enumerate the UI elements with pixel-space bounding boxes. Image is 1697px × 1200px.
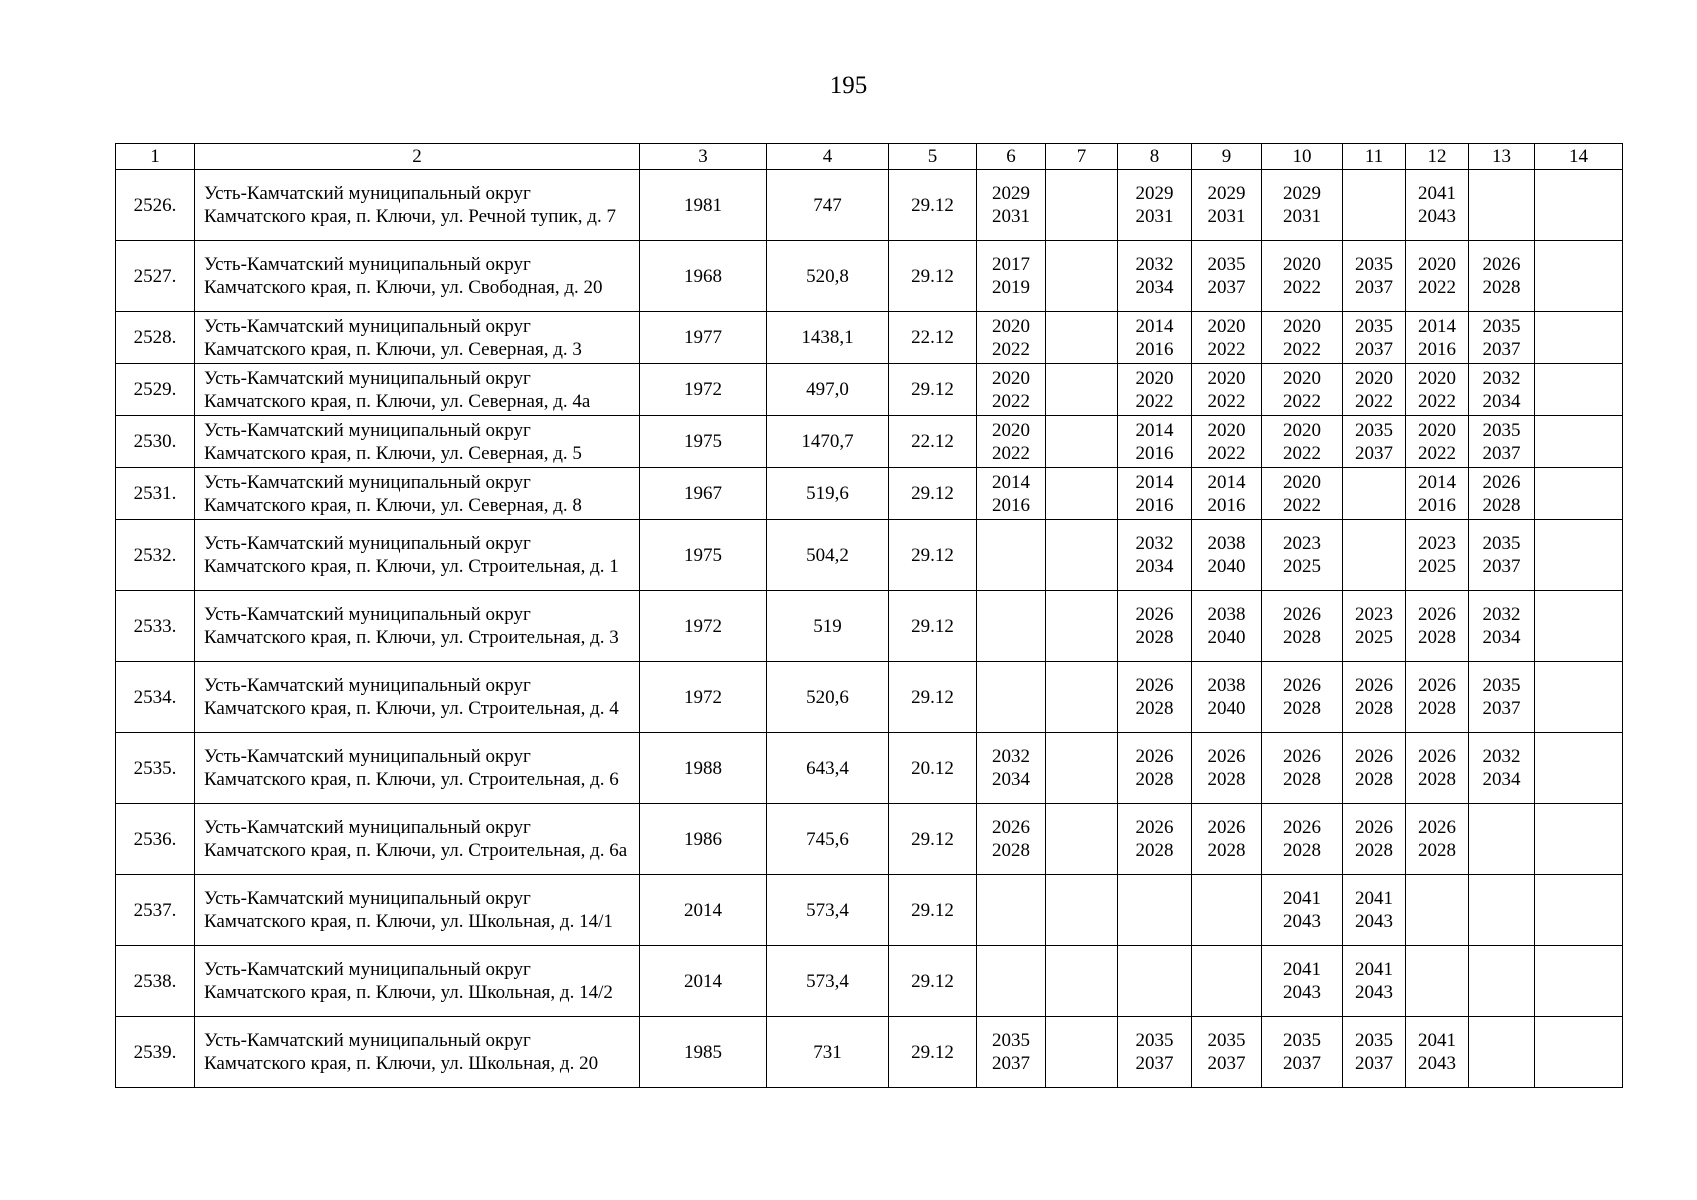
- column-8-cell: [1118, 946, 1192, 1017]
- column-10-cell: 2029 2031: [1262, 170, 1343, 241]
- column-10-cell: 2020 2022: [1262, 241, 1343, 312]
- table-row: [116, 733, 1623, 804]
- column-12-cell: 2026 2028: [1406, 591, 1469, 662]
- column-5-cell: 29.12: [889, 875, 977, 946]
- column-header: 10: [1262, 144, 1343, 170]
- area-cell: 731: [767, 1017, 889, 1088]
- column-14-cell: [1535, 312, 1623, 364]
- column-6-cell: 2017 2019: [977, 241, 1046, 312]
- column-7-cell: [1046, 1017, 1118, 1088]
- column-13-cell: 2032 2034: [1469, 364, 1535, 416]
- table-row: [116, 1017, 1623, 1088]
- column-12-cell: 2020 2022: [1406, 241, 1469, 312]
- row-number: 2532.: [116, 520, 195, 591]
- column-8-cell: 2014 2016: [1118, 416, 1192, 468]
- table-row: [116, 875, 1623, 946]
- column-12-cell: 2041 2043: [1406, 1017, 1469, 1088]
- table-row: [116, 946, 1623, 1017]
- column-12-cell: 2020 2022: [1406, 364, 1469, 416]
- column-13-cell: [1469, 170, 1535, 241]
- area-cell: 497,0: [767, 364, 889, 416]
- table-row: [116, 170, 1623, 241]
- column-10-cell: 2041 2043: [1262, 946, 1343, 1017]
- column-6-cell: 2020 2022: [977, 416, 1046, 468]
- column-11-cell: [1343, 170, 1406, 241]
- row-number: 2537.: [116, 875, 195, 946]
- column-14-cell: [1535, 946, 1623, 1017]
- column-10-cell: 2026 2028: [1262, 733, 1343, 804]
- column-11-cell: 2035 2037: [1343, 1017, 1406, 1088]
- column-11-cell: [1343, 520, 1406, 591]
- column-8-cell: 2026 2028: [1118, 662, 1192, 733]
- column-header: 9: [1192, 144, 1262, 170]
- column-13-cell: 2026 2028: [1469, 468, 1535, 520]
- column-6-cell: [977, 520, 1046, 591]
- column-header: 1: [116, 144, 195, 170]
- area-cell: 519: [767, 591, 889, 662]
- column-10-cell: 2020 2022: [1262, 468, 1343, 520]
- column-13-cell: 2035 2037: [1469, 416, 1535, 468]
- column-10-cell: 2020 2022: [1262, 312, 1343, 364]
- table-body: [116, 170, 1623, 1088]
- column-14-cell: [1535, 241, 1623, 312]
- column-6-cell: 2014 2016: [977, 468, 1046, 520]
- row-number: 2535.: [116, 733, 195, 804]
- year-built-cell: 1975: [640, 520, 767, 591]
- column-9-cell: 2020 2022: [1192, 312, 1262, 364]
- column-header: 13: [1469, 144, 1535, 170]
- column-9-cell: 2026 2028: [1192, 733, 1262, 804]
- row-number: 2527.: [116, 241, 195, 312]
- column-header: 7: [1046, 144, 1118, 170]
- column-5-cell: 29.12: [889, 364, 977, 416]
- column-5-cell: 29.12: [889, 468, 977, 520]
- column-8-cell: 2014 2016: [1118, 468, 1192, 520]
- column-5-cell: 29.12: [889, 1017, 977, 1088]
- column-7-cell: [1046, 170, 1118, 241]
- column-10-cell: 2020 2022: [1262, 416, 1343, 468]
- column-7-cell: [1046, 468, 1118, 520]
- year-built-cell: 2014: [640, 946, 767, 1017]
- column-6-cell: [977, 591, 1046, 662]
- year-built-cell: 1988: [640, 733, 767, 804]
- area-cell: 573,4: [767, 875, 889, 946]
- column-10-cell: 2026 2028: [1262, 591, 1343, 662]
- address-cell: Усть-Камчатский муниципальный округ Камчатского края, п. Ключи, ул. Северная, д. 5: [195, 416, 640, 468]
- column-9-cell: 2026 2028: [1192, 804, 1262, 875]
- row-number: 2536.: [116, 804, 195, 875]
- column-6-cell: 2032 2034: [977, 733, 1046, 804]
- column-5-cell: 29.12: [889, 804, 977, 875]
- row-number: 2529.: [116, 364, 195, 416]
- column-8-cell: 2026 2028: [1118, 804, 1192, 875]
- area-cell: 1438,1: [767, 312, 889, 364]
- column-7-cell: [1046, 520, 1118, 591]
- column-13-cell: 2026 2028: [1469, 241, 1535, 312]
- area-cell: 745,6: [767, 804, 889, 875]
- column-11-cell: 2041 2043: [1343, 946, 1406, 1017]
- table-row: [116, 662, 1623, 733]
- row-number: 2528.: [116, 312, 195, 364]
- column-7-cell: [1046, 662, 1118, 733]
- column-6-cell: [977, 662, 1046, 733]
- area-cell: 747: [767, 170, 889, 241]
- address-cell: Усть-Камчатский муниципальный округ Камчатского края, п. Ключи, ул. Северная, д. 3: [195, 312, 640, 364]
- column-14-cell: [1535, 875, 1623, 946]
- column-12-cell: 2014 2016: [1406, 468, 1469, 520]
- column-11-cell: 2035 2037: [1343, 312, 1406, 364]
- address-cell: Усть-Камчатский муниципальный округ Камчатского края, п. Ключи, ул. Строительная, д. 6а: [195, 804, 640, 875]
- row-number: 2533.: [116, 591, 195, 662]
- row-number: 2534.: [116, 662, 195, 733]
- column-header: 6: [977, 144, 1046, 170]
- table-row: [116, 416, 1623, 468]
- column-7-cell: [1046, 416, 1118, 468]
- column-13-cell: 2032 2034: [1469, 733, 1535, 804]
- column-12-cell: 2020 2022: [1406, 416, 1469, 468]
- table-row: [116, 364, 1623, 416]
- year-built-cell: 1986: [640, 804, 767, 875]
- column-5-cell: 29.12: [889, 520, 977, 591]
- row-number: 2531.: [116, 468, 195, 520]
- area-cell: 1470,7: [767, 416, 889, 468]
- year-built-cell: 1972: [640, 591, 767, 662]
- column-5-cell: 29.12: [889, 591, 977, 662]
- year-built-cell: 1967: [640, 468, 767, 520]
- column-6-cell: 2029 2031: [977, 170, 1046, 241]
- column-11-cell: [1343, 468, 1406, 520]
- column-11-cell: 2020 2022: [1343, 364, 1406, 416]
- column-10-cell: 2020 2022: [1262, 364, 1343, 416]
- column-12-cell: 2026 2028: [1406, 804, 1469, 875]
- housing-table: [115, 143, 1623, 1088]
- column-5-cell: 22.12: [889, 416, 977, 468]
- column-header: 3: [640, 144, 767, 170]
- column-14-cell: [1535, 591, 1623, 662]
- year-built-cell: 1968: [640, 241, 767, 312]
- column-8-cell: 2029 2031: [1118, 170, 1192, 241]
- column-14-cell: [1535, 1017, 1623, 1088]
- column-7-cell: [1046, 312, 1118, 364]
- column-11-cell: 2035 2037: [1343, 416, 1406, 468]
- column-7-cell: [1046, 875, 1118, 946]
- column-14-cell: [1535, 416, 1623, 468]
- column-11-cell: 2035 2037: [1343, 241, 1406, 312]
- column-9-cell: [1192, 946, 1262, 1017]
- column-8-cell: 2014 2016: [1118, 312, 1192, 364]
- column-6-cell: 2020 2022: [977, 312, 1046, 364]
- column-14-cell: [1535, 170, 1623, 241]
- area-cell: 504,2: [767, 520, 889, 591]
- column-7-cell: [1046, 733, 1118, 804]
- column-6-cell: 2035 2037: [977, 1017, 1046, 1088]
- column-10-cell: 2026 2028: [1262, 804, 1343, 875]
- column-13-cell: 2035 2037: [1469, 662, 1535, 733]
- row-number: 2538.: [116, 946, 195, 1017]
- column-header: 14: [1535, 144, 1623, 170]
- column-9-cell: [1192, 875, 1262, 946]
- table-row: [116, 312, 1623, 364]
- column-13-cell: 2035 2037: [1469, 312, 1535, 364]
- table-row: [116, 520, 1623, 591]
- column-9-cell: 2029 2031: [1192, 170, 1262, 241]
- address-cell: Усть-Камчатский муниципальный округ Камчатского края, п. Ключи, ул. Школьная, д. 20: [195, 1017, 640, 1088]
- address-cell: Усть-Камчатский муниципальный округ Камчатского края, п. Ключи, ул. Строительная, д. 3: [195, 591, 640, 662]
- table-row: [116, 591, 1623, 662]
- column-11-cell: 2041 2043: [1343, 875, 1406, 946]
- table-row: [116, 804, 1623, 875]
- column-11-cell: 2026 2028: [1343, 733, 1406, 804]
- column-6-cell: [977, 875, 1046, 946]
- column-9-cell: 2014 2016: [1192, 468, 1262, 520]
- row-number: 2530.: [116, 416, 195, 468]
- column-7-cell: [1046, 364, 1118, 416]
- column-header: 8: [1118, 144, 1192, 170]
- area-cell: 643,4: [767, 733, 889, 804]
- column-10-cell: 2023 2025: [1262, 520, 1343, 591]
- column-11-cell: 2023 2025: [1343, 591, 1406, 662]
- year-built-cell: 1972: [640, 364, 767, 416]
- column-14-cell: [1535, 804, 1623, 875]
- year-built-cell: 1975: [640, 416, 767, 468]
- column-12-cell: 2026 2028: [1406, 733, 1469, 804]
- column-9-cell: 2038 2040: [1192, 662, 1262, 733]
- column-13-cell: [1469, 946, 1535, 1017]
- column-12-cell: 2014 2016: [1406, 312, 1469, 364]
- column-12-cell: 2023 2025: [1406, 520, 1469, 591]
- column-14-cell: [1535, 733, 1623, 804]
- column-8-cell: 2035 2037: [1118, 1017, 1192, 1088]
- column-9-cell: 2038 2040: [1192, 591, 1262, 662]
- column-5-cell: 29.12: [889, 662, 977, 733]
- column-8-cell: 2026 2028: [1118, 591, 1192, 662]
- year-built-cell: 2014: [640, 875, 767, 946]
- column-13-cell: [1469, 875, 1535, 946]
- column-6-cell: 2020 2022: [977, 364, 1046, 416]
- year-built-cell: 1972: [640, 662, 767, 733]
- column-7-cell: [1046, 591, 1118, 662]
- column-8-cell: 2032 2034: [1118, 241, 1192, 312]
- column-12-cell: [1406, 875, 1469, 946]
- column-13-cell: 2032 2034: [1469, 591, 1535, 662]
- address-cell: Усть-Камчатский муниципальный округ Камчатского края, п. Ключи, ул. Строительная, д. 4: [195, 662, 640, 733]
- column-header: 12: [1406, 144, 1469, 170]
- address-cell: Усть-Камчатский муниципальный округ Камчатского края, п. Ключи, ул. Речной тупик, д. 7: [195, 170, 640, 241]
- column-5-cell: 29.12: [889, 946, 977, 1017]
- year-built-cell: 1985: [640, 1017, 767, 1088]
- column-header: 5: [889, 144, 977, 170]
- area-cell: 520,6: [767, 662, 889, 733]
- column-7-cell: [1046, 241, 1118, 312]
- column-5-cell: 20.12: [889, 733, 977, 804]
- column-9-cell: 2038 2040: [1192, 520, 1262, 591]
- column-6-cell: 2026 2028: [977, 804, 1046, 875]
- column-5-cell: 29.12: [889, 241, 977, 312]
- column-12-cell: [1406, 946, 1469, 1017]
- column-11-cell: 2026 2028: [1343, 804, 1406, 875]
- area-cell: 520,8: [767, 241, 889, 312]
- column-8-cell: 2032 2034: [1118, 520, 1192, 591]
- column-8-cell: 2020 2022: [1118, 364, 1192, 416]
- column-header: 4: [767, 144, 889, 170]
- header-row: [116, 144, 1623, 170]
- column-header: 11: [1343, 144, 1406, 170]
- year-built-cell: 1981: [640, 170, 767, 241]
- table-row: [116, 468, 1623, 520]
- table-row: [116, 241, 1623, 312]
- column-9-cell: 2035 2037: [1192, 1017, 1262, 1088]
- column-11-cell: 2026 2028: [1343, 662, 1406, 733]
- year-built-cell: 1977: [640, 312, 767, 364]
- area-cell: 573,4: [767, 946, 889, 1017]
- column-13-cell: 2035 2037: [1469, 520, 1535, 591]
- address-cell: Усть-Камчатский муниципальный округ Камчатского края, п. Ключи, ул. Школьная, д. 14/1: [195, 875, 640, 946]
- row-number: 2539.: [116, 1017, 195, 1088]
- column-14-cell: [1535, 468, 1623, 520]
- column-13-cell: [1469, 804, 1535, 875]
- address-cell: Усть-Камчатский муниципальный округ Камчатского края, п. Ключи, ул. Свободная, д. 20: [195, 241, 640, 312]
- column-8-cell: 2026 2028: [1118, 733, 1192, 804]
- column-13-cell: [1469, 1017, 1535, 1088]
- column-14-cell: [1535, 662, 1623, 733]
- column-14-cell: [1535, 364, 1623, 416]
- column-9-cell: 2035 2037: [1192, 241, 1262, 312]
- column-8-cell: [1118, 875, 1192, 946]
- column-12-cell: 2026 2028: [1406, 662, 1469, 733]
- column-5-cell: 29.12: [889, 170, 977, 241]
- column-9-cell: 2020 2022: [1192, 364, 1262, 416]
- column-header: 2: [195, 144, 640, 170]
- page-number: 195: [829, 72, 868, 99]
- address-cell: Усть-Камчатский муниципальный округ Камчатского края, п. Ключи, ул. Северная, д. 4а: [195, 364, 640, 416]
- row-number: 2526.: [116, 170, 195, 241]
- column-5-cell: 22.12: [889, 312, 977, 364]
- column-6-cell: [977, 946, 1046, 1017]
- address-cell: Усть-Камчатский муниципальный округ Камчатского края, п. Ключи, ул. Строительная, д. 1: [195, 520, 640, 591]
- column-10-cell: 2041 2043: [1262, 875, 1343, 946]
- column-7-cell: [1046, 946, 1118, 1017]
- address-cell: Усть-Камчатский муниципальный округ Камчатского края, п. Ключи, ул. Строительная, д. 6: [195, 733, 640, 804]
- column-10-cell: 2035 2037: [1262, 1017, 1343, 1088]
- column-14-cell: [1535, 520, 1623, 591]
- column-7-cell: [1046, 804, 1118, 875]
- address-cell: Усть-Камчатский муниципальный округ Камчатского края, п. Ключи, ул. Школьная, д. 14/2: [195, 946, 640, 1017]
- column-9-cell: 2020 2022: [1192, 416, 1262, 468]
- column-10-cell: 2026 2028: [1262, 662, 1343, 733]
- address-cell: Усть-Камчатский муниципальный округ Камчатского края, п. Ключи, ул. Северная, д. 8: [195, 468, 640, 520]
- column-12-cell: 2041 2043: [1406, 170, 1469, 241]
- area-cell: 519,6: [767, 468, 889, 520]
